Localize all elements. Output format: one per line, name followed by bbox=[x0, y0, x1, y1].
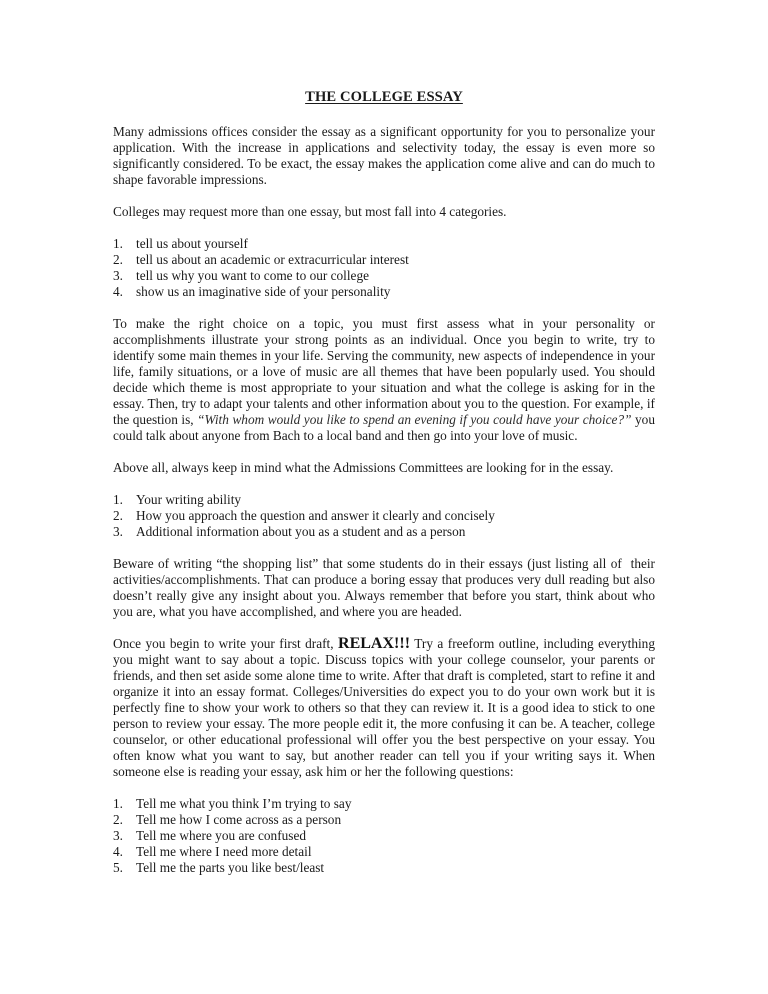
list-text: Your writing ability bbox=[136, 492, 242, 507]
committees-intro: Above all, always keep in mind what the Admissions Committees are looking for in the essay. bbox=[113, 460, 614, 475]
list-text: Tell me the parts you like best/least bbox=[136, 860, 325, 875]
list-item bbox=[113, 268, 655, 284]
list-item bbox=[113, 508, 655, 524]
draft-text-after-emphasis: Try a freeform outline, including everything you might want to say about a topic. Discuss topics with your college counselor, your parents or friends, and then set aside some alone time to write. After that draft is completed, start to refine it and organize it into an essay format. Colleges/Universities do expect you to do your own work but it is perfectly fine to show your work to others so that they can review it. It is a good idea to stick to one person to review your essay. The more people edit it, the more confusing it can be. A teacher, college counselor, or other educational professional will offer you the best perspective on your essay. You often know what you want to say, but another reader can tell you if your writing says it. When someone else is reading your essay, ask him or her the following questions: bbox=[113, 636, 655, 779]
list-number: 1. bbox=[113, 492, 123, 507]
committee-criteria-list bbox=[113, 492, 655, 540]
list-text: tell us about yourself bbox=[136, 236, 248, 251]
reader-questions-list bbox=[113, 796, 655, 876]
list-item bbox=[113, 236, 655, 252]
list-number: 3. bbox=[113, 828, 123, 843]
list-number: 4. bbox=[113, 844, 123, 859]
relax-emphasis: RELAX!!! bbox=[338, 635, 411, 652]
list-item bbox=[113, 284, 655, 300]
draft-text-before-emphasis: Once you begin to write your first draft, bbox=[113, 636, 339, 651]
list-item bbox=[113, 812, 655, 828]
list-text: How you approach the question and answer it clearly and concisely bbox=[136, 508, 495, 523]
essay-categories-list bbox=[113, 236, 655, 300]
list-text: Tell me where you are confused bbox=[136, 828, 307, 843]
list-text: tell us why you want to come to our college bbox=[136, 268, 370, 283]
intro-paragraph: Many admissions offices consider the essay as a significant opportunity for you to personalize your application. With the increase in applications and selectivity today, the essay is even more so significantly considered. To be exact, the essay makes the application come alive and can do much to shape favorable impressions. bbox=[113, 124, 655, 187]
list-item bbox=[113, 828, 655, 844]
list-number: 2. bbox=[113, 508, 123, 523]
list-number: 5. bbox=[113, 860, 123, 875]
list-text: Tell me what you think I’m trying to say bbox=[136, 796, 352, 811]
topic-text-before-quote: To make the right choice on a topic, you must first assess what in your personality or accomplishments illustrate your strong points as an individual. Once you begin to write, try to identify some main themes in your life. Serving the community, new aspects of independence in your life, family situations, or a love of music are all themes that have been popularly used. You should decide which theme is most appropriate to your situation and what the college is asking for in the essay. Then, try to adapt your talents and other information about you to the question. For example, if the question is, bbox=[113, 316, 655, 427]
list-number: 2. bbox=[113, 812, 123, 827]
list-text: show us an imaginative side of your personality bbox=[136, 284, 391, 299]
document-title: THE COLLEGE ESSAY bbox=[305, 89, 463, 105]
list-number: 2. bbox=[113, 252, 123, 267]
list-number: 3. bbox=[113, 268, 123, 283]
list-number: 1. bbox=[113, 796, 123, 811]
topic-text-after-quote: you could talk about anyone from Bach to a local band and then go into your love of music. bbox=[113, 412, 655, 443]
list-number: 4. bbox=[113, 284, 123, 299]
list-item bbox=[113, 492, 655, 508]
list-text: Tell me where I need more detail bbox=[136, 844, 312, 859]
list-item bbox=[113, 796, 655, 812]
list-number: 1. bbox=[113, 236, 123, 251]
list-item bbox=[113, 860, 655, 876]
topic-paragraph bbox=[113, 316, 655, 444]
categories-intro: Colleges may request more than one essay, but most fall into 4 categories. bbox=[113, 204, 507, 219]
list-text: Additional information about you as a student and as a person bbox=[136, 524, 466, 539]
draft-paragraph bbox=[113, 636, 655, 780]
list-item bbox=[113, 844, 655, 860]
shopping-list-paragraph: Beware of writing “the shopping list” that some students do in their essays (just listing all of their activities/accomplishments. That can produce a boring essay that produces very dull reading but also doesn’t really give any insight about you. Always remember that before you start, think about who you are, what you have accomplished, and where you are headed. bbox=[113, 556, 659, 619]
list-text: tell us about an academic or extracurricular interest bbox=[136, 252, 409, 267]
list-number: 3. bbox=[113, 524, 123, 539]
list-text: Tell me how I come across as a person bbox=[136, 812, 342, 827]
list-item bbox=[113, 524, 655, 540]
list-item bbox=[113, 252, 655, 268]
example-question-quote: “With whom would you like to spend an evening if you could have your choice?” bbox=[197, 412, 632, 427]
document-page bbox=[113, 88, 659, 892]
